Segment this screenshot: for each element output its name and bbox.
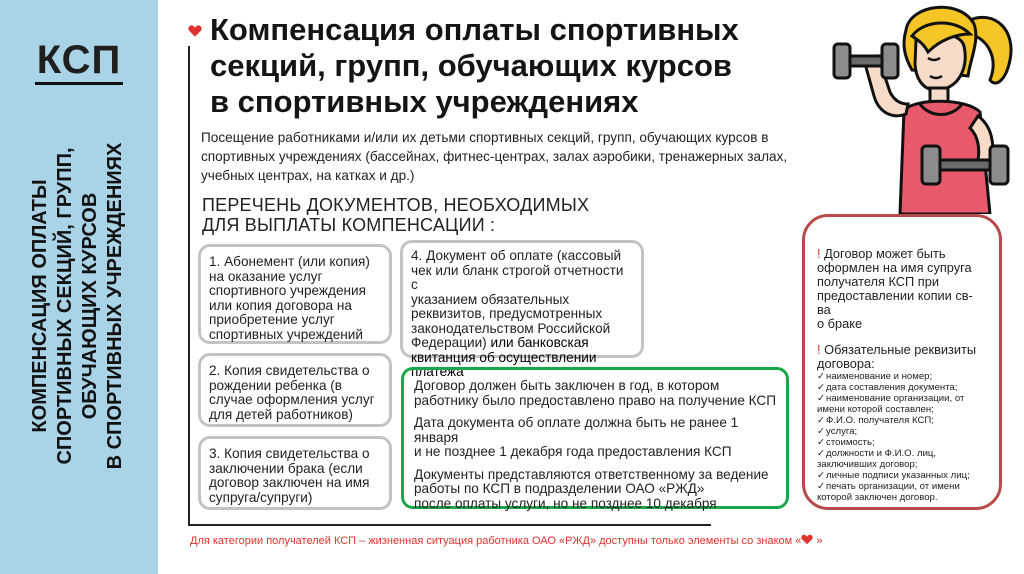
documents-heading <box>202 195 622 235</box>
note-line: Договор должен быть заключен в год, в котором <box>414 378 720 393</box>
exclamation-mark: ! <box>817 342 821 357</box>
note-line: Дата документа об оплате должна быть не ранее 1 января <box>414 415 739 445</box>
requisites-title: договора: <box>817 356 875 371</box>
requisites-heading <box>817 343 985 371</box>
intro-line: учебных центрах, на катках и др.) <box>201 168 415 183</box>
frame-vertical-line <box>188 46 190 526</box>
exclamation-mark: ! <box>817 246 821 261</box>
contract-info-box <box>802 214 1002 510</box>
sidebar-vertical-title <box>15 101 141 511</box>
note-paragraph <box>414 416 776 460</box>
contract-line: о браке <box>817 316 863 331</box>
document-card-4 <box>400 240 644 379</box>
footer-text: Для категории получателей КСП – жизненная ситуация работника ОАО «РЖД» доступны только элементы со знаком « <box>190 535 802 547</box>
vertical-title-line: ОБУЧАЮЩИХ КУРСОВ <box>79 192 101 420</box>
doc-line: законодательством Российской <box>411 320 611 336</box>
doc-line: 4. Документ об оплате (кассовый <box>411 248 622 263</box>
list-item: ✓ дата составления документа; <box>817 382 985 393</box>
doc-line-emphasis: квитанция об осуществлении <box>411 349 597 365</box>
doc-line-emphasis: платежа <box>411 364 464 379</box>
doc-line: приобретение услуг <box>209 312 335 327</box>
note-paragraph <box>414 468 776 512</box>
title-line: Компенсация оплаты спортивных <box>210 12 739 47</box>
list-item: ✓ должности и Ф.И.О. лиц, заключивших договор; <box>817 448 985 470</box>
doc-line: договор заключен на имя <box>209 475 370 490</box>
list-item: ✓ печать организации, от имени которой заключен договор. <box>817 481 985 503</box>
document-card-3 <box>198 436 392 510</box>
intro-line: Посещение работниками и/или их детьми спортивных секций, групп, обучающих курсов в <box>201 130 769 145</box>
doc-line: случае оформления услуг <box>209 392 375 407</box>
note-line: и не позднее 1 декабря года предоставления КСП <box>414 444 732 459</box>
title-line: в спортивных учреждениях <box>210 84 639 119</box>
doc-line: спортивных учреждений <box>209 326 363 342</box>
doc-line: или копия договора на <box>209 297 352 313</box>
doc-line: рождении ребенка (в <box>209 377 343 393</box>
page-title <box>210 12 830 120</box>
vertical-title-line: СПОРТИВНЫХ СЕКЦИЙ, ГРУПП, <box>54 147 76 465</box>
list-item: ✓ личные подписи указанных лиц; <box>817 470 985 481</box>
doc-line-emphasis: или банковская <box>486 335 589 350</box>
doc-line: 1. Абонемент (или копия) <box>209 254 370 269</box>
requisites-title: Обязательные реквизиты <box>824 342 977 357</box>
heart-icon <box>188 24 202 38</box>
footer-text-tail: » <box>813 535 823 547</box>
title-line: секций, групп, обучающих курсов <box>210 48 732 83</box>
frame-horizontal-line <box>188 524 711 526</box>
list-item: ✓ Ф.И.О. получателя КСП; <box>817 415 985 426</box>
contract-line: получателя КСП при <box>817 274 939 289</box>
doc-line: спортивного учреждения <box>209 283 366 298</box>
heading-line: ДЛЯ ВЫПЛАТЫ КОМПЕНСАЦИИ : <box>202 215 496 235</box>
requisites-list <box>817 371 985 503</box>
intro-line: спортивных учреждениях (бассейнах, фитнес-центрах, залах аэробики, тренажерных залах, <box>201 149 788 164</box>
contract-line: оформлен на имя супруга <box>817 260 972 275</box>
note-line: работы по КСП в подразделении ОАО «РЖД» <box>414 481 705 496</box>
footer-note <box>190 534 910 547</box>
woman-dumbbells-illustration <box>820 0 1024 214</box>
note-line: после оплаты услуги, но не позднее 10 декабря <box>414 495 717 511</box>
document-card-1 <box>198 244 392 344</box>
doc-line: для детей работников) <box>209 406 353 422</box>
note-paragraph <box>414 379 776 408</box>
doc-line: 2. Копия свидетельства о <box>209 363 370 378</box>
conditions-note-box <box>401 364 789 511</box>
doc-line: реквизитов, предусмотренных <box>411 306 603 321</box>
contract-note <box>817 247 985 331</box>
note-line: работнику было предоставлено право на получение КСП <box>414 392 777 408</box>
doc-line: супруга/супруги) <box>209 489 313 505</box>
contract-line: Договор может быть <box>824 246 946 261</box>
sidebar-abbreviation: КСП <box>0 38 158 83</box>
note-line: Документы представляются ответственному за ведение <box>414 466 769 482</box>
document-card-2 <box>198 353 392 427</box>
intro-text <box>201 128 791 185</box>
doc-line: 3. Копия свидетельства о <box>209 446 370 461</box>
list-item: ✓ стоимость; <box>817 437 985 448</box>
list-item: ✓ наименование организации, от имени которой составлен; <box>817 393 985 415</box>
contract-line: предоставлении копии св-ва <box>817 288 973 317</box>
vertical-title-line: В СПОРТИВНЫХ УЧРЕЖДЕНИЯХ <box>104 142 126 470</box>
doc-line: указанием обязательных <box>411 291 570 307</box>
doc-line: на оказание услуг <box>209 268 323 284</box>
doc-line <box>411 336 633 351</box>
list-item: ✓ услуга; <box>817 426 985 437</box>
heart-icon <box>801 534 813 545</box>
vertical-title-line: КОМПЕНСАЦИЯ ОПЛАТЫ <box>29 179 51 433</box>
doc-line: чек или бланк строгой отчетности с <box>411 262 624 292</box>
doc-line-text: Федерации) <box>411 335 487 350</box>
heading-line: ПЕРЕЧЕНЬ ДОКУМЕНТОВ, НЕОБХОДИМЫХ <box>202 195 590 215</box>
list-item: ✓ наименование и номер; <box>817 371 985 382</box>
doc-line: заключении брака (если <box>209 460 363 476</box>
